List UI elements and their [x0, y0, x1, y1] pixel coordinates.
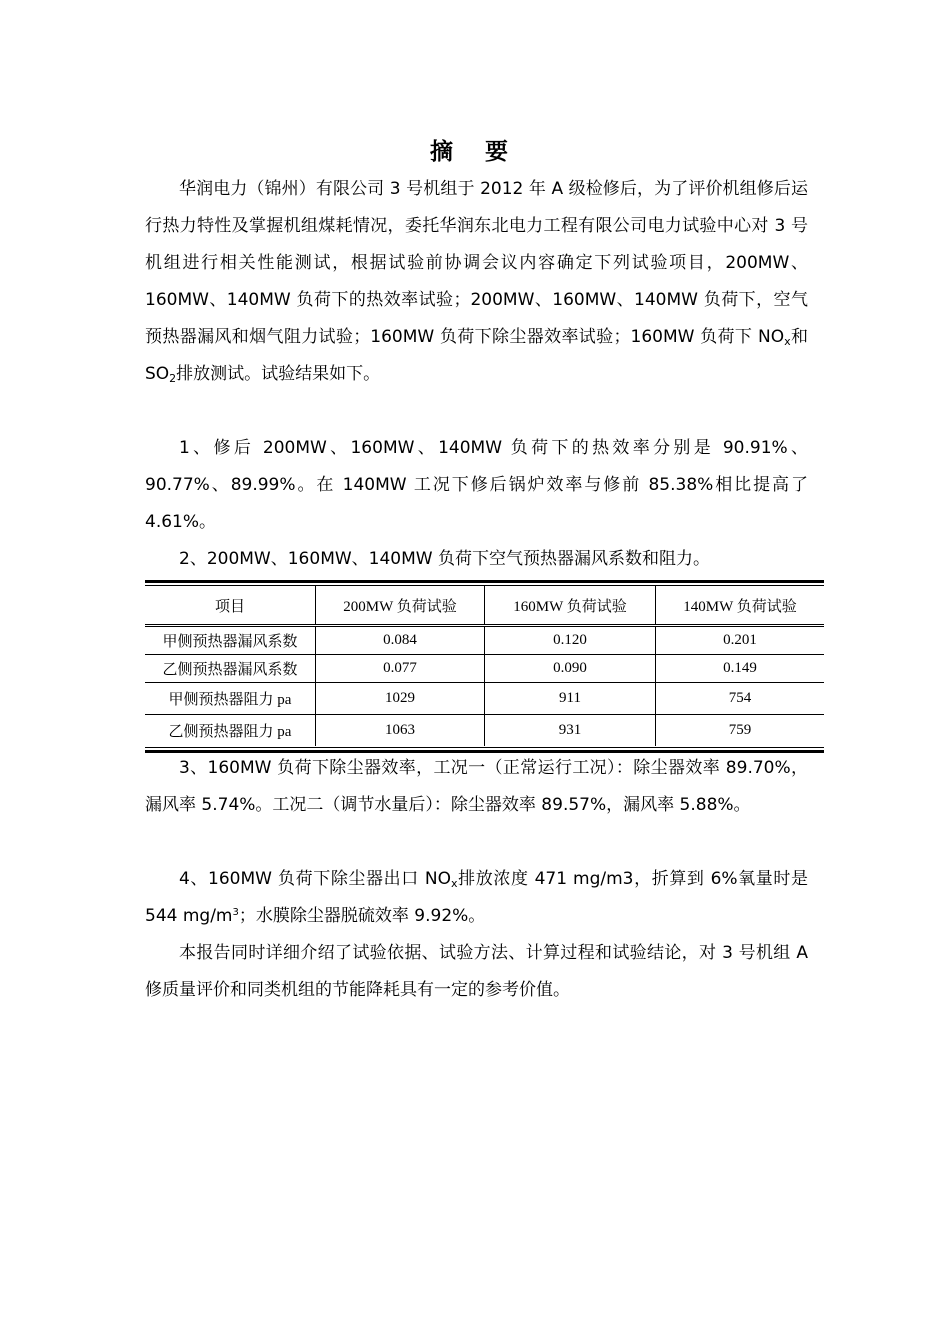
table-header-row — [145, 586, 824, 626]
item4-text-b: 排放浓度 471 mg/m3，折算到 6%氧量时是 544 mg/m — [145, 869, 808, 926]
item4-text-a: 4、160MW 负荷下除尘器出口 NO — [179, 869, 451, 889]
table-cell: 0.084 — [316, 626, 485, 655]
intro-text-2: 200MW、160MW、140MW 负荷下的热效率试验；200MW、160MW、140MW 负荷下，空气预热器漏风和烟气阻力试验；160MW 负荷下除尘器效率试验；160MW 负荷下 NO — [145, 253, 808, 347]
table-top-rule — [145, 580, 824, 583]
table-cell: 759 — [656, 715, 825, 747]
table-cell: 0.077 — [316, 655, 485, 683]
table-cell: 1029 — [316, 683, 485, 715]
table-cell: 0.090 — [485, 655, 656, 683]
intro-text-4: 排放测试。试验结果如下。 — [176, 364, 381, 384]
table-header-cell: 160MW 负荷试验 — [485, 586, 656, 626]
table-cell: 754 — [656, 683, 825, 715]
table-row — [145, 715, 824, 747]
table-bottom-rule-inner — [145, 747, 824, 748]
result-item-4 — [145, 861, 808, 935]
air-preheater-table — [145, 586, 824, 746]
intro-text-3: 和 SO — [145, 327, 808, 384]
so2-subscript: 2 — [169, 372, 177, 385]
table-cell: 乙侧预热器阻力 pa — [145, 715, 316, 747]
table-cell: 0.120 — [485, 626, 656, 655]
result-item-1: 1、修后 200MW、160MW、140MW 负荷下的热效率分别是 90.91%、90.77%、89.99%。在 140MW 工况下修后锅炉效率与修前 85.38%相比提高了 4.61%。 — [145, 438, 808, 532]
page-title: 摘 要 — [429, 139, 520, 165]
result-item-3: 3、160MW 负荷下除尘器效率，工况一（正常运行工况）：除尘器效率 89.70%，漏风率 5.74%。工况二（调节水量后）：除尘器效率 89.57%，漏风率 5.88%。 — [145, 758, 808, 815]
conclusion-paragraph: 本报告同时详细介绍了试验依据、试验方法、计算过程和试验结论，对 3 号机组 A 修质量评价和同类机组的节能降耗具有一定的参考价值。 — [145, 943, 808, 1000]
result-item-2: 2、200MW、160MW、140MW 负荷下空气预热器漏风系数和阻力。 — [179, 549, 710, 569]
table-cell: 1063 — [316, 715, 485, 747]
intro-paragraph — [145, 171, 808, 393]
nox-subscript: x — [784, 335, 791, 348]
item4-text-c: ；水膜除尘器脱硫效率 9.92%。 — [238, 906, 486, 926]
table-cell: 931 — [485, 715, 656, 747]
table-cell: 911 — [485, 683, 656, 715]
cubic-superscript: 3 — [232, 907, 239, 918]
table-header-cell: 200MW 负荷试验 — [316, 586, 485, 626]
table-cell: 甲侧预热器阻力 pa — [145, 683, 316, 715]
table-cell: 乙侧预热器漏风系数 — [145, 655, 316, 683]
table-row — [145, 683, 824, 715]
table-row — [145, 655, 824, 683]
table-cell: 0.201 — [656, 626, 825, 655]
nox-subscript: x — [450, 877, 458, 890]
table-header-cell: 140MW 负荷试验 — [656, 586, 825, 626]
table-cell: 甲侧预热器漏风系数 — [145, 626, 316, 655]
table-row — [145, 626, 824, 655]
table-header-cell: 项目 — [145, 586, 316, 626]
intro-text-1: 华润电力（锦州）有限公司 3 号机组于 2012 年 A 级检修后，为了评价机组修后运行热力特性及掌握机组煤耗情况，委托华润东北电力工程有限公司电力试验中心对 3 号机组进行相关性能测试，根据试验前协调会议内容确定下列试验项目， — [145, 179, 808, 273]
table-cell: 0.149 — [656, 655, 825, 683]
